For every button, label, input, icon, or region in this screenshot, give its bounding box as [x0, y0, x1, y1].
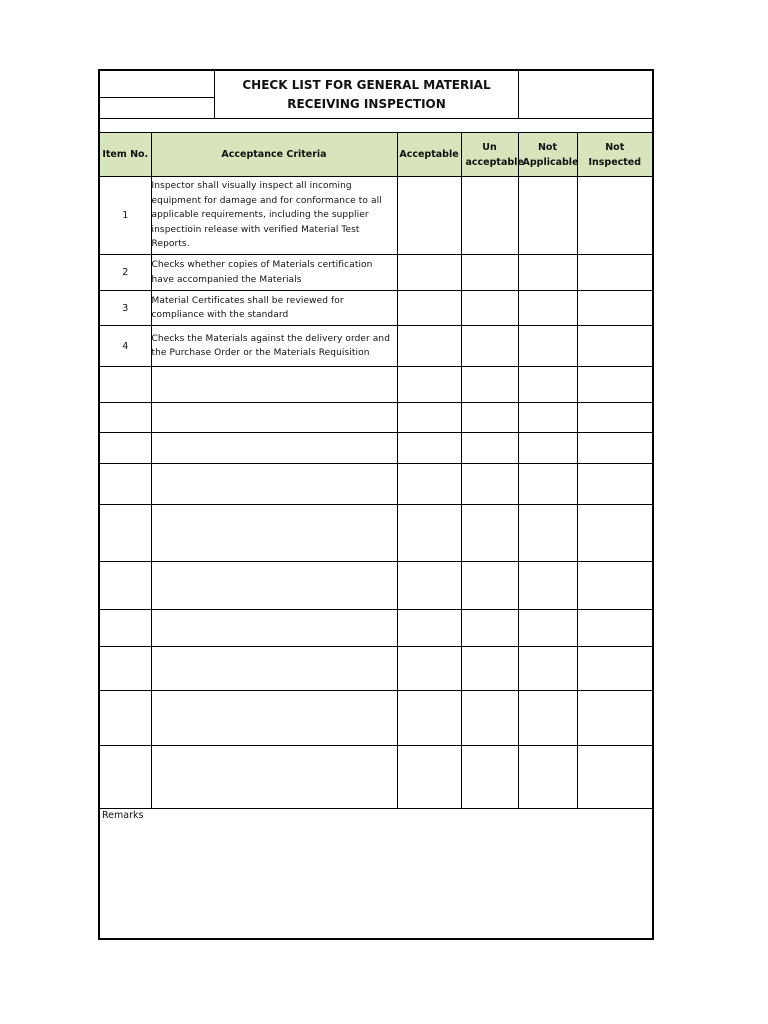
item-number-cell [100, 367, 151, 403]
header-blank-cell-top [100, 71, 215, 98]
document-title: CHECK LIST FOR GENERAL MATERIAL RECEIVING INSPECTION [215, 71, 519, 118]
acceptance-criteria-cell: Inspector shall visually inspect all incoming equipment for damage and for conformance to all applicable requirements, including the supplier inspectioin release with verified Material Test Reports. [151, 177, 397, 255]
acceptable-cell[interactable] [397, 647, 461, 691]
not-applicable-cell[interactable] [518, 691, 577, 746]
unacceptable-cell[interactable] [461, 647, 518, 691]
not-inspected-cell[interactable] [577, 505, 652, 562]
table-row [100, 326, 652, 367]
not-applicable-cell[interactable] [518, 367, 577, 403]
unacceptable-cell[interactable] [461, 505, 518, 562]
table-header-row [100, 133, 652, 177]
item-number-cell [100, 403, 151, 433]
unacceptable-cell[interactable] [461, 326, 518, 367]
not-applicable-cell[interactable] [518, 326, 577, 367]
not-inspected-cell[interactable] [577, 746, 652, 809]
not-inspected-cell[interactable] [577, 691, 652, 746]
remarks-section[interactable] [100, 808, 652, 938]
unacceptable-cell[interactable] [461, 403, 518, 433]
acceptance-criteria-cell [151, 691, 397, 746]
acceptable-cell[interactable] [397, 505, 461, 562]
table-row [100, 433, 652, 464]
acceptance-criteria-cell [151, 433, 397, 464]
table-row [100, 255, 652, 291]
item-number-cell: 3 [100, 291, 151, 326]
item-number-cell: 2 [100, 255, 151, 291]
acceptance-criteria-cell: Material Certificates shall be reviewed for compliance with the standard [151, 291, 397, 326]
table-row [100, 177, 652, 255]
not-applicable-cell[interactable] [518, 505, 577, 562]
acceptable-cell[interactable] [397, 464, 461, 505]
unacceptable-cell[interactable] [461, 255, 518, 291]
not-inspected-cell[interactable] [577, 433, 652, 464]
header-blank-cell-bottom [100, 98, 215, 118]
table-row [100, 610, 652, 647]
table-row [100, 647, 652, 691]
acceptable-cell[interactable] [397, 177, 461, 255]
unacceptable-cell[interactable] [461, 291, 518, 326]
not-inspected-cell[interactable] [577, 610, 652, 647]
table-row [100, 464, 652, 505]
not-inspected-cell[interactable] [577, 177, 652, 255]
acceptance-criteria-cell [151, 562, 397, 610]
not-applicable-cell[interactable] [518, 403, 577, 433]
not-applicable-cell[interactable] [518, 177, 577, 255]
not-inspected-cell[interactable] [577, 562, 652, 610]
acceptable-cell[interactable] [397, 562, 461, 610]
acceptable-cell[interactable] [397, 367, 461, 403]
acceptable-cell[interactable] [397, 403, 461, 433]
acceptable-cell[interactable] [397, 326, 461, 367]
table-row [100, 367, 652, 403]
acceptance-criteria-cell: Checks the Materials against the delivery order and the Purchase Order or the Materials Requisition [151, 326, 397, 367]
not-applicable-cell[interactable] [518, 433, 577, 464]
not-applicable-cell[interactable] [518, 562, 577, 610]
table-row [100, 291, 652, 326]
not-inspected-cell[interactable] [577, 291, 652, 326]
item-number-cell [100, 433, 151, 464]
acceptance-criteria-cell [151, 464, 397, 505]
col-header-not-applicable [518, 133, 577, 177]
table-row [100, 691, 652, 746]
acceptable-cell[interactable] [397, 746, 461, 809]
item-number-cell: 1 [100, 177, 151, 255]
not-applicable-cell[interactable] [518, 464, 577, 505]
item-number-cell [100, 562, 151, 610]
checklist-table [100, 132, 652, 809]
table-row [100, 403, 652, 433]
unacceptable-cell[interactable] [461, 433, 518, 464]
unacceptable-cell[interactable] [461, 562, 518, 610]
not-inspected-cell[interactable] [577, 367, 652, 403]
acceptance-criteria-cell [151, 367, 397, 403]
table-row [100, 746, 652, 809]
item-number-cell [100, 464, 151, 505]
item-number-cell [100, 691, 151, 746]
remarks-label: Remarks [102, 810, 144, 821]
unacceptable-cell[interactable] [461, 177, 518, 255]
not-inspected-cell[interactable] [577, 647, 652, 691]
acceptable-cell[interactable] [397, 433, 461, 464]
not-applicable-cell[interactable] [518, 255, 577, 291]
col-header-unacceptable [461, 133, 524, 177]
acceptance-criteria-cell [151, 610, 397, 647]
item-number-cell [100, 505, 151, 562]
col-header-not-inspected: Not Inspected [577, 133, 652, 177]
table-row [100, 505, 652, 562]
not-applicable-cell[interactable] [518, 291, 577, 326]
acceptable-cell[interactable] [397, 291, 461, 326]
unacceptable-cell[interactable] [461, 464, 518, 505]
acceptance-criteria-cell [151, 746, 397, 809]
not-inspected-cell[interactable] [577, 326, 652, 367]
acceptable-cell[interactable] [397, 610, 461, 647]
acceptable-cell[interactable] [397, 691, 461, 746]
document-header [100, 71, 652, 118]
acceptable-cell[interactable] [397, 255, 461, 291]
col-header-acceptable: Acceptable [397, 133, 461, 177]
item-number-cell [100, 746, 151, 809]
acceptance-criteria-cell [151, 647, 397, 691]
table-row [100, 562, 652, 610]
unacceptable-cell[interactable] [461, 610, 518, 647]
item-number-cell [100, 647, 151, 691]
inspection-checklist-sheet [98, 69, 654, 940]
header-divider [100, 118, 652, 119]
col-header-item-no: Item No. [100, 133, 151, 177]
not-applicable-cell[interactable] [518, 610, 577, 647]
item-number-cell [100, 610, 151, 647]
unacceptable-cell[interactable] [461, 691, 518, 746]
col-header-acceptance-criteria: Acceptance Criteria [151, 133, 397, 177]
unacceptable-cell[interactable] [461, 746, 518, 809]
acceptance-criteria-cell [151, 505, 397, 562]
item-number-cell: 4 [100, 326, 151, 367]
col-header-unacceptable-label: Un acceptable [465, 141, 524, 168]
unacceptable-cell[interactable] [461, 367, 518, 403]
not-applicable-cell[interactable] [518, 746, 577, 809]
acceptance-criteria-cell: Checks whether copies of Materials certification have accompanied the Materials [151, 255, 397, 291]
not-inspected-cell[interactable] [577, 255, 652, 291]
not-inspected-cell[interactable] [577, 464, 652, 505]
not-inspected-cell[interactable] [577, 403, 652, 433]
col-header-not-applicable-label: Not Applicable [522, 141, 579, 168]
acceptance-criteria-cell [151, 403, 397, 433]
header-blank-cell-right [519, 71, 652, 118]
not-applicable-cell[interactable] [518, 647, 577, 691]
